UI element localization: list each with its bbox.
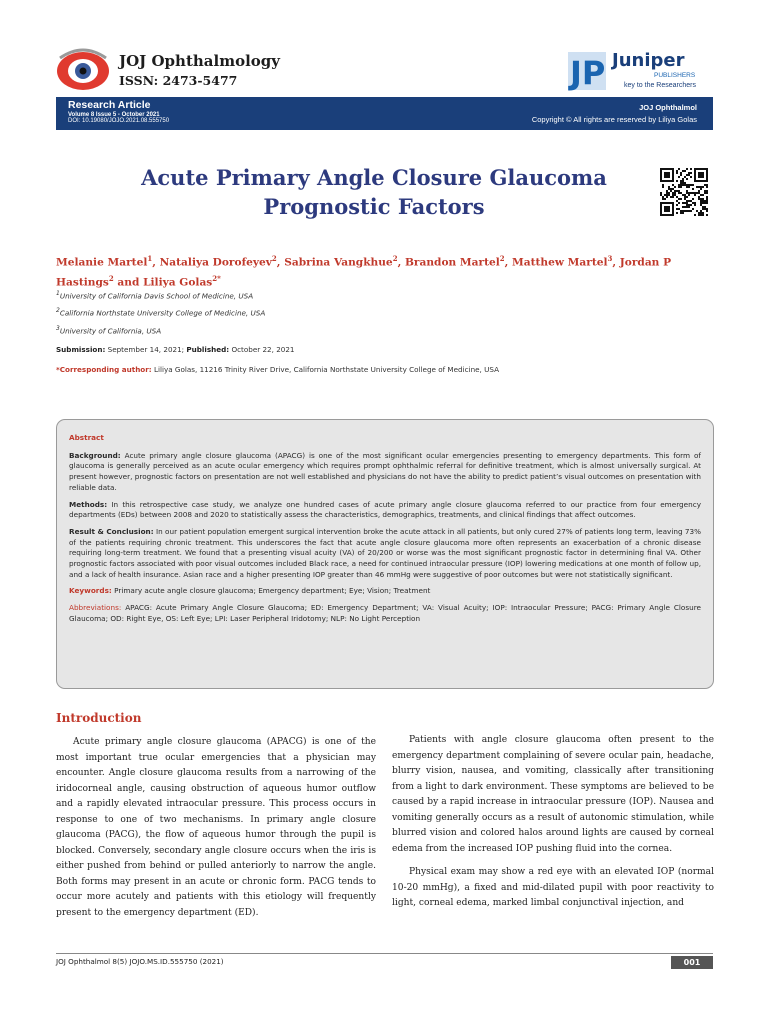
author-affiliation-mark: 2 bbox=[108, 273, 114, 283]
article-title bbox=[110, 163, 638, 221]
journal-short-name: JOJ Ophthalmol bbox=[639, 103, 697, 112]
title-line-1: Acute Primary Angle Closure Glaucoma bbox=[141, 165, 607, 190]
footer-citation: JOJ Ophthalmol 8(5) JOJO.MS.ID.555750 (2021) bbox=[56, 957, 224, 966]
copyright: Copyright © All rights are reserved by Liliya Golas bbox=[531, 115, 697, 124]
abstract-results: Result & Conclusion: In our patient population emergent surgical intervention broke the acute attack in all patients, but only cured 27% of patients long term, leaving 73% of the patients requiring chronic treatment. This underscores the fact that acute angle closure glaucoma more often represents an exacerbation of a chronic disease requiring long-term treatment. We found that a presenting visual acuity (VA) of 20/200 or worse was the most significant prognostic factor in determining final VA. Other prognostic factors associated with poor visual outcomes included Black race, a need for continued intraocular pressure (IOP) lowering medications at one month of follow up, and a lack of health insurance. Asian race and a higher presenting IOP greater than 46 mmHg were suggestive of poor outcomes but were not statistically significant. bbox=[69, 526, 702, 579]
affiliation-2: $^2$California Northstate University College of Medicine, USA bbox=[56, 307, 266, 318]
publisher-tagline: key to the Researchers bbox=[624, 82, 696, 89]
author-affiliation-mark: 2* bbox=[212, 273, 221, 283]
intro-paragraph-1: Acute primary angle closure glaucoma (APACG) is one of the most important true ocular emergencies that a physician may encounter. Angle closure glaucoma results from a narrowing of the iridocorneal angle, causing obstruction of aqueous humor outflow and a rapidly elevated intraocular pressure. This process occurs in response to one of two mechanisms. In primary angle closure glaucoma (PACG), the flow of aqueous humor through the pupil is blocked. Conversely, secondary angle closure occurs when the iris is either pushed from behind or pulled anteriorly to narrow the angle. Both forms may present in an acute or chronic form. PACG tends to occur more acutely and patients with this etiology will frequently present to the emergency department (ED). bbox=[56, 737, 376, 918]
juniper-publishers-logo bbox=[566, 48, 716, 94]
author-affiliation-mark: 2 bbox=[499, 254, 505, 263]
qr-code-icon[interactable] bbox=[660, 168, 708, 216]
author-affiliation-mark: 2 bbox=[392, 254, 398, 263]
submission-dates: Submission: September 14, 2021; Published: October 22, 2021 bbox=[56, 345, 295, 354]
footer-divider bbox=[56, 953, 713, 954]
volume-issue: Volume 8 Issue 5 - October 2021 bbox=[68, 112, 160, 118]
svg-text:JP: JP bbox=[570, 54, 606, 92]
abstract-heading: Abstract bbox=[69, 433, 104, 442]
publisher-name: Juniper bbox=[612, 50, 685, 71]
doi[interactable]: DOI: 10.19080/JOJO.2021.08.555750 bbox=[68, 118, 170, 124]
author-name: Jordan P Hastings bbox=[56, 256, 672, 289]
article-type: Research Article bbox=[68, 99, 151, 111]
journal-issn: ISSN: 2473-5477 bbox=[119, 73, 238, 88]
corresponding-author: *Corresponding author: Liliya Golas, 11216 Trinity River Drive, California Northstate University College of Medicine, USA bbox=[56, 365, 499, 374]
author-name: Sabrina Vangkhue bbox=[284, 256, 393, 269]
intro-paragraph-3: Physical exam may show a red eye with an elevated IOP (normal 10-20 mmHg), a fixed and mid-dilated pupil with poor reactivity to light, corneal edema, marked limbal conjunctival injection, and bbox=[392, 867, 714, 908]
author-name: Melanie Martel bbox=[56, 256, 148, 269]
publisher-sub: PUBLISHERS bbox=[654, 72, 696, 79]
article-banner bbox=[56, 97, 713, 130]
abstract-box bbox=[56, 419, 714, 689]
author-affiliation-mark: 1 bbox=[147, 254, 153, 263]
affiliation-3: $^3$University of California, USA bbox=[56, 325, 162, 336]
author-affiliation-mark: 3 bbox=[607, 254, 613, 263]
affiliation-1: $^1$University of California Davis School of Medicine, USA bbox=[56, 290, 254, 301]
author-name: Brandon Martel bbox=[404, 256, 500, 269]
abstract-background: Background: Acute primary angle closure glaucoma (APACG) is one of the most significant ocular emergencies presenting to emergency departments. This form of glaucoma is generally perceived as an acute ocular emergency which requires prompt ophthalmic referral for definitive treatment, which is almost universally surgical. At present however, prognostic factors on presentation are not well established and physicians do not have the ability to predict patient’s visual outcomes on presentation with reliable data. bbox=[69, 450, 701, 492]
author-name: Matthew Martel bbox=[512, 256, 608, 269]
journal-name: JOJ Ophthalmology bbox=[119, 52, 280, 70]
page-number: 001 bbox=[671, 956, 713, 969]
author-name: Nataliya Dorofeyev bbox=[159, 256, 272, 269]
introduction-heading: Introduction bbox=[56, 711, 142, 725]
abstract-abbreviations: Abbreviations: APACG: Acute Primary Angle Closure Glaucoma; ED: Emergency Department; VA: Visual Acuity; IOP: Intraocular Pressure; PACG: Primary Angle Closure Glaucoma; OD: Right Eye, OS: Left Eye; LPI: Laser Peripheral Iridotomy; NLP: No Light Perception bbox=[69, 603, 701, 623]
abstract-keywords: Keywords: Primary acute angle closure glaucoma; Emergency department; Eye; Vision; Treatment bbox=[69, 586, 431, 596]
author-affiliation-mark: 2 bbox=[271, 254, 277, 263]
intro-paragraph-2: Patients with angle closure glaucoma often present to the emergency department complaining of severe ocular pain, headache, blurry vision, nausea, and vomiting, classically after transitioning from a light to dark environment. These symptoms are believed to be caused by a rapid increase in intraocular pressure (IOP). Nausea and vomiting generally occurs as a result of autonomic stimulation, while blurred vision and colored halos around lights are caused by corneal edema from the increased IOP pushing fluid into the cornea. bbox=[392, 735, 714, 854]
body-column-right bbox=[392, 733, 714, 920]
title-line-2: Prognostic Factors bbox=[263, 194, 485, 219]
abstract-methods: Methods: In this retrospective case study, we analyze one hundred cases of acute primary angle closure glaucoma referred to our practice from four emergency departments (EDs) between 2008 and 2020 to statistically assess the characteristics, demographics, treatments, and clinical findings that affect outcomes. bbox=[69, 499, 701, 520]
joj-logo bbox=[56, 46, 110, 96]
author-name: Liliya Golas bbox=[143, 276, 213, 289]
body-column-left bbox=[56, 735, 376, 929]
author-list: Melanie Martel$^1$, Nataliya Dorofeyev$^2$, Sabrina Vangkhue$^2$, Brandon Martel$^2$, Matthew Martel$^3$, Jordan P Hastings$^2$ and Liliya Golas$^{2*}$ bbox=[56, 254, 672, 289]
